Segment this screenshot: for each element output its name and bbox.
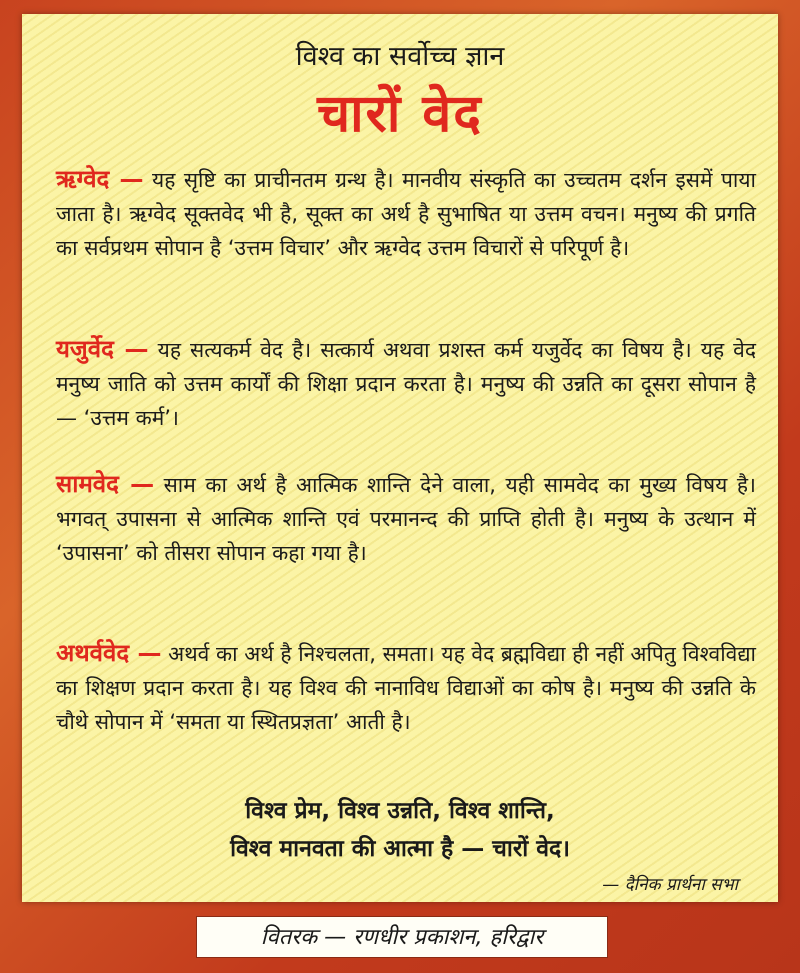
section-text: साम का अर्थ है आत्मिक शान्ति देने वाला, यही सामवेद का मुख्य विषय है। भगवत् उपासना से आत्मिक शान्ति एवं परमानन्द की प्राप्ति होती है। मनुष्य के उत्थान में ‘उपासना’ को तीसरा सोपान कहा गया है।	[56, 473, 756, 565]
section-heading: सामवेद —	[56, 470, 155, 498]
section-text: अथर्व का अर्थ है निश्चलता, समता। यह वेद ब्रह्मविद्या ही नहीं अपितु विश्वविद्या का शिक्षण प्रदान करता है। यह विश्व की नानाविध विद्याओं का कोष है। मनुष्य की उन्नति के चौथे सोपान में ‘समता या स्थितप्रज्ञता’ आती है।	[56, 642, 756, 734]
credit-line: — दैनिक प्रार्थना सभा	[602, 875, 738, 895]
poster-panel	[22, 14, 778, 902]
poster-title: चारों वेद	[317, 84, 483, 144]
section-samaveda	[56, 467, 756, 570]
section-heading: अथर्ववेद —	[56, 639, 162, 667]
motto-line-1: विश्व प्रेम, विश्व उन्नति, विश्व शान्ति,	[245, 798, 555, 824]
distributor-label: वितरक — रणधीर प्रकाशन, हरिद्वार	[196, 916, 608, 958]
section-rigveda	[56, 162, 756, 265]
section-atharvaveda	[56, 636, 756, 739]
section-yajurveda	[56, 332, 756, 435]
motto-line-2: विश्व मानवता की आत्मा है — चारों वेद।	[230, 836, 570, 862]
section-text: यह सृष्टि का प्राचीनतम ग्रन्थ है। मानवीय संस्कृति का उच्चतम दर्शन इसमें पाया जाता है। ऋग्वेद सूक्तवेद भी है, सूक्त का अर्थ है सुभाषित या उत्तम वचन। मनुष्य की प्रगति का सर्वप्रथम सोपान है ‘उत्तम विचार’ और ऋग्वेद उत्तम विचारों से परिपूर्ण है।	[56, 168, 756, 260]
motto	[22, 792, 778, 868]
section-heading: ऋग्वेद —	[56, 165, 144, 193]
section-text: यह सत्यकर्म वेद है। सत्कार्य अथवा प्रशस्त कर्म यजुर्वेद का विषय है। यह वेद मनुष्य जाति को उत्तम कार्यों की शिक्षा प्रदान करता है। मनुष्य की उन्नति का दूसरा सोपान है — ‘उत्तम कर्म’।	[56, 338, 756, 430]
poster-subtitle: विश्व का सर्वोच्च ज्ञान	[295, 41, 505, 72]
section-heading: यजुर्वेद —	[56, 335, 149, 363]
